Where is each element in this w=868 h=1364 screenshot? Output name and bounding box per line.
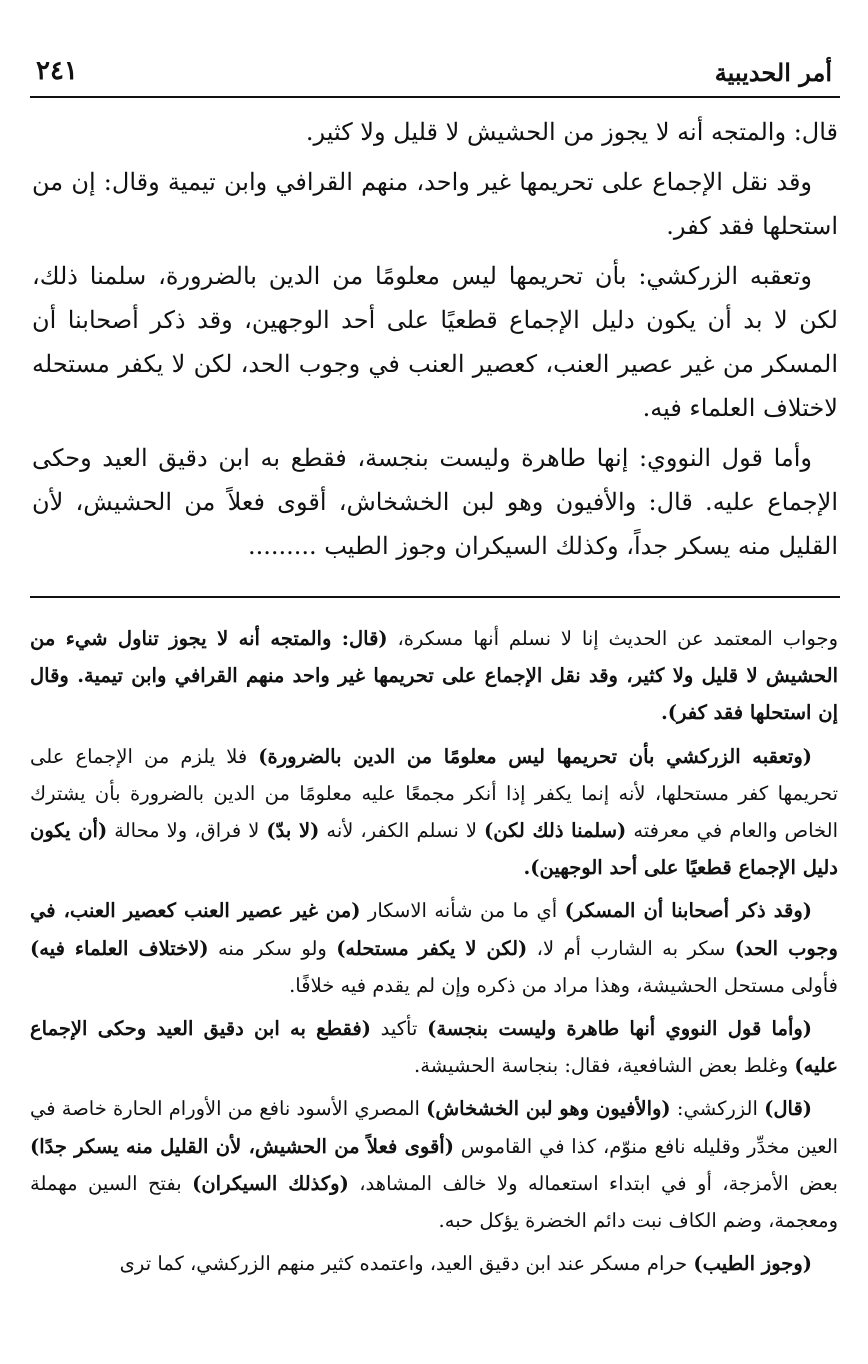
commentary-paragraph [30, 620, 838, 732]
commentary-segment: وجواب المعتمد عن الحديث إنا لا نسلم أنها مسكرة، [387, 627, 839, 650]
quoted-matn-segment: (قال: والمتجه أنه لا يجوز تناول شيء من الحشيش لا قليل ولا كثير، وقد نقل الإجماع على تحريمها غير واحد منهم القرافي وابن تيمية. وقال إن استحلها فقد كفر). [30, 627, 838, 725]
quoted-matn-segment: (لكن لا يكفر مستحله) [336, 936, 528, 960]
commentary-segment: فلا يلزم من الإجماع على تحريمها كفر مستحلها، لأنه إنما يكفر إذا أنكر مجمعًا عليه معلومًا من الدين بالضرورة بأن يشترك الخاص والعام في معرفته [30, 744, 838, 843]
quoted-matn-segment: (وكذلك السيكران) [192, 1171, 349, 1195]
quoted-matn-segment: (وجوز الطيب) [693, 1252, 812, 1276]
quoted-matn-segment: (أقوى فعلاً من الحشيش، لأن القليل منه يسكر جدًا) [30, 1134, 454, 1158]
main-text [32, 110, 838, 574]
commentary-paragraph [30, 1245, 838, 1282]
commentary-paragraph [30, 1010, 838, 1084]
main-paragraph: وقد نقل الإجماع على تحريمها غير واحد، منهم القرافي وابن تيمية وقال: إن من استحلها فقد كفر. [32, 168, 838, 240]
header-rule [30, 96, 840, 98]
commentary-segment: المصري الأسود نافع من الأورام الحارة خاصة في العين مخدِّر وقليله نافع منوّم، كذا في القاموس [30, 1097, 838, 1158]
quoted-matn-segment: (وتعقبه الزركشي بأن تحريمها ليس معلومًا من الدين بالضرورة) [258, 744, 812, 768]
commentary-segment: وغلط بعض الشافعية، فقال: بنجاسة الحشيشة. [414, 1054, 795, 1078]
quoted-matn-segment: (وأما قول النووي أنها طاهرة وليست بنجسة) [427, 1017, 812, 1041]
commentary-segment: بفتح السين مهملة ومعجمة، وضم الكاف نبت دائم الخضرة يؤكل حبه. [30, 1171, 838, 1233]
page-header [36, 52, 832, 94]
commentary-segment: الزركشي: [670, 1097, 765, 1121]
commentary-segment: ولو سكر منه [208, 936, 337, 960]
main-paragraph: وأما قول النووي: إنها طاهرة وليست بنجسة، فقطع به ابن دقيق العيد وحكى الإجماع عليه. قال: والأفيون وهو لبن الخشخاش، أقوى فعلاً من الحشيش، لأن القليل منه يسكر جداً، وكذلك السيكران وجوز الطيب ......... [32, 444, 838, 560]
commentary-segment: لا فراق، ولا محالة [107, 819, 267, 843]
commentary-segment: بعض الأمزجة، أو في ابتداء استعماله ولا خالف المشاهد، [348, 1171, 838, 1195]
quoted-matn-segment: (لا بدّ) [266, 819, 320, 843]
quoted-matn-segment: (أن يكون دليل الإجماع قطعيًا على أحد الوجهين). [30, 819, 838, 880]
main-paragraph: وتعقبه الزركشي: بأن تحريمها ليس معلومًا من الدين بالضرورة، سلمنا ذلك، لكن لا بد أن يكون دليل الإجماع قطعيًا على أحد الوجهين، وقد ذكر أصحابنا أن المسكر من غير عصير العنب، كعصير العنب في وجوب الحد، لكن لا يكفر مستحله لاختلاف العلماء فيه. [32, 262, 839, 422]
quoted-matn-segment: (فقطع به ابن دقيق العيد وحكى الإجماع عليه) [30, 1017, 838, 1078]
commentary-paragraph [30, 1090, 838, 1239]
commentary-paragraph [30, 892, 838, 1004]
commentary-segment: تأكيد [370, 1017, 428, 1041]
commentary-text [30, 620, 838, 1288]
main-paragraph: قال: والمتجه أنه لا يجوز من الحشيش لا قليل ولا كثير. [305, 118, 838, 146]
commentary-segment: فأولى مستحل الحشيشة، وهذا مراد من ذكره وإن لم يقدم فيه خلافًا. [289, 973, 838, 997]
separator-rule [30, 596, 840, 598]
quoted-matn-segment: (وقد ذكر أصحابنا أن المسكر) [564, 899, 812, 923]
running-title: أمر الحديبية [714, 58, 832, 87]
commentary-segment: أي ما من شأنه الاسكار [360, 899, 565, 923]
quoted-matn-segment: (سلمنا ذلك لكن) [484, 819, 627, 843]
page-number: ٢٤١ [36, 56, 78, 86]
commentary-paragraph [30, 738, 838, 887]
quoted-matn-segment: (قال) [764, 1097, 813, 1121]
commentary-segment: حرام مسكر عند ابن دقيق العيد، واعتمده كثير منهم الزركشي، كما ترى [119, 1252, 694, 1276]
quoted-matn-segment: (من غير عصير العنب كعصير العنب، في وجوب الحد) [30, 899, 838, 960]
commentary-segment: لا نسلم الكفر، لأنه [319, 819, 485, 843]
commentary-segment: سكر به الشارب أم لا، [527, 936, 735, 960]
quoted-matn-segment: (والأفيون وهو لبن الخشخاش) [426, 1097, 671, 1121]
quoted-matn-segment: (لاختلاف العلماء فيه) [30, 936, 209, 960]
